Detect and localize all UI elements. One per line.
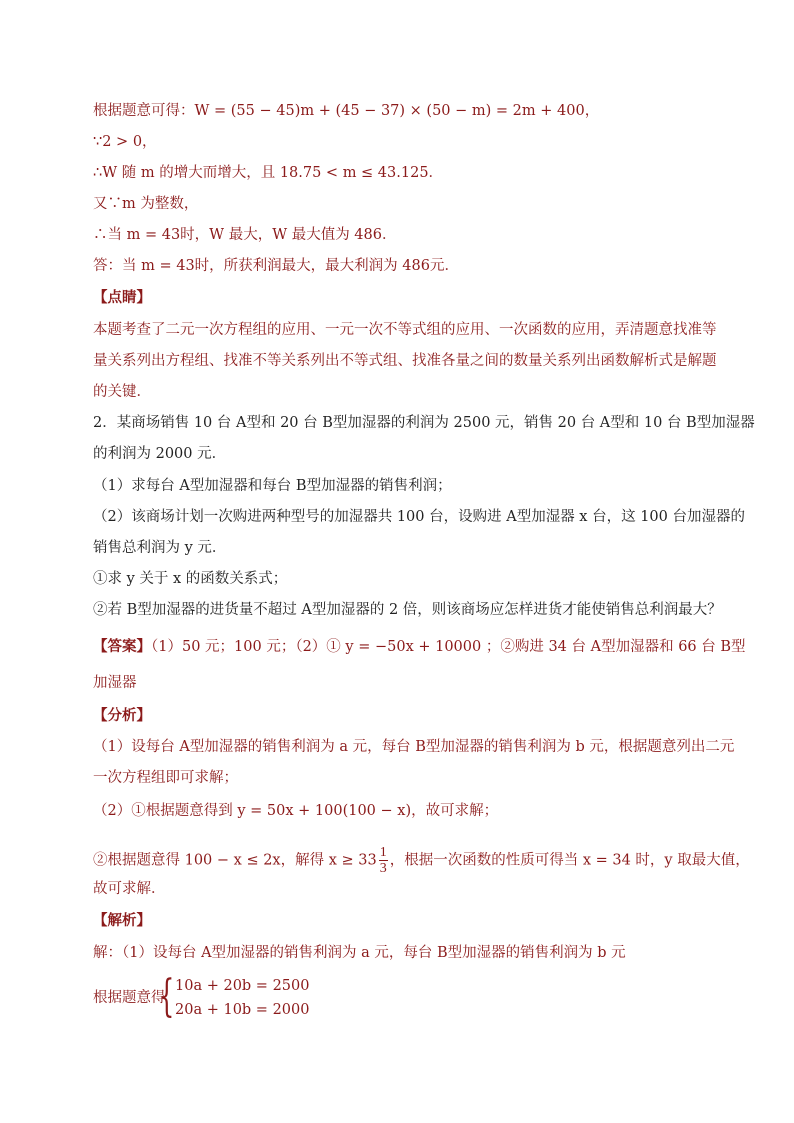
fraction (379, 845, 388, 876)
solution-line: ∴W 随 m 的增大而增大，且 18.75 < m ≤ 43.125． (93, 165, 444, 181)
problem-line: ②若 B型加湿器的进货量不超过 A型加湿器的 2 倍，则该商场应怎样进货才能使销售总利润最大？ (93, 602, 722, 618)
equation-1: 10a + 20b = 2500 (175, 978, 310, 994)
problem-line: 2．某商场销售 10 台 A型和 20 台 B型加湿器的利润为 2500 元，销售 20 台 A型和 10 台 B型加湿器 (93, 415, 755, 431)
analysis-line: （1）设每台 A型加湿器的销售利润为 a 元，每台 B型加湿器的销售利润为 b 元，根据题意列出二元 (93, 739, 735, 755)
problem-line: 销售总利润为 y 元． (93, 540, 227, 556)
answer-text: （1）50 元；100 元；（2）① y = −50x + 10000 ；②购进 34 台 A型加湿器和 66 台 B型 (151, 639, 746, 655)
solution-header: 【解析】 (93, 912, 151, 929)
analysis-line: 故可求解． (93, 881, 166, 897)
equation-system-label: 根据题意得 (93, 990, 166, 1006)
analysis-line (93, 845, 750, 876)
solution-line: 又∵m 为整数， (93, 196, 199, 212)
analysis-text: ②根据题意得 100 − x ≤ 2x，解得 x ≥ 33 (93, 852, 377, 869)
problem-line: 的利润为 2000 元． (93, 446, 227, 462)
fraction-numerator: 1 (379, 845, 387, 860)
point-text-line: 量关系列出方程组、找准不等关系列出不等式组、找准各量之间的数量关系列出函数解析式是解题 (93, 353, 717, 369)
final-answer-line: 答：当 m = 43时，所获利润最大，最大利润为 486元． (93, 258, 459, 274)
solution-line: ∵2 > 0， (93, 134, 157, 150)
left-brace: { (159, 971, 175, 1022)
solution-line: ∴当 m = 43时，W 最大，W 最大值为 486． (93, 227, 397, 243)
problem-line: ①求 y 关于 x 的函数关系式； (93, 571, 288, 587)
analysis-text: ，根据一次函数的性质可得当 x = 34 时，y 取最大值， (389, 852, 750, 869)
point-header: 【点睛】 (93, 289, 151, 306)
analysis-line: （2）①根据题意得到 y = 50x + 100(100 − x)，故可求解； (93, 803, 499, 819)
analysis-header: 【分析】 (93, 707, 151, 724)
point-text-line: 的关键． (93, 384, 151, 400)
problem-line: （2）该商场计划一次购进两种型号的加湿器共 100 台，设购进 A型加湿器 x 台，这 100 台加湿器的 (93, 509, 745, 525)
point-text-line: 本题考查了二元一次方程组的应用、一元一次不等式组的应用、一次函数的应用，弄清题意找准等 (93, 322, 717, 338)
solution-line: 解：（1）设每台 A型加湿器的销售利润为 a 元，每台 B型加湿器的销售利润为 b 元 (93, 945, 626, 961)
answer-line (93, 637, 746, 657)
answer-line: 加湿器 (93, 675, 137, 691)
fraction-denominator: 3 (379, 861, 387, 876)
analysis-line: 一次方程组即可求解； (93, 770, 238, 786)
equation-2: 20a + 10b = 2000 (175, 1002, 310, 1018)
problem-line: （1）求每台 A型加湿器和每台 B型加湿器的销售利润； (93, 478, 452, 494)
solution-line: 根据题意可得：W = (55 − 45)m + (45 − 37) × (50 − m) = 2m + 400， (93, 103, 600, 119)
answer-label: 【答案】 (93, 638, 151, 655)
